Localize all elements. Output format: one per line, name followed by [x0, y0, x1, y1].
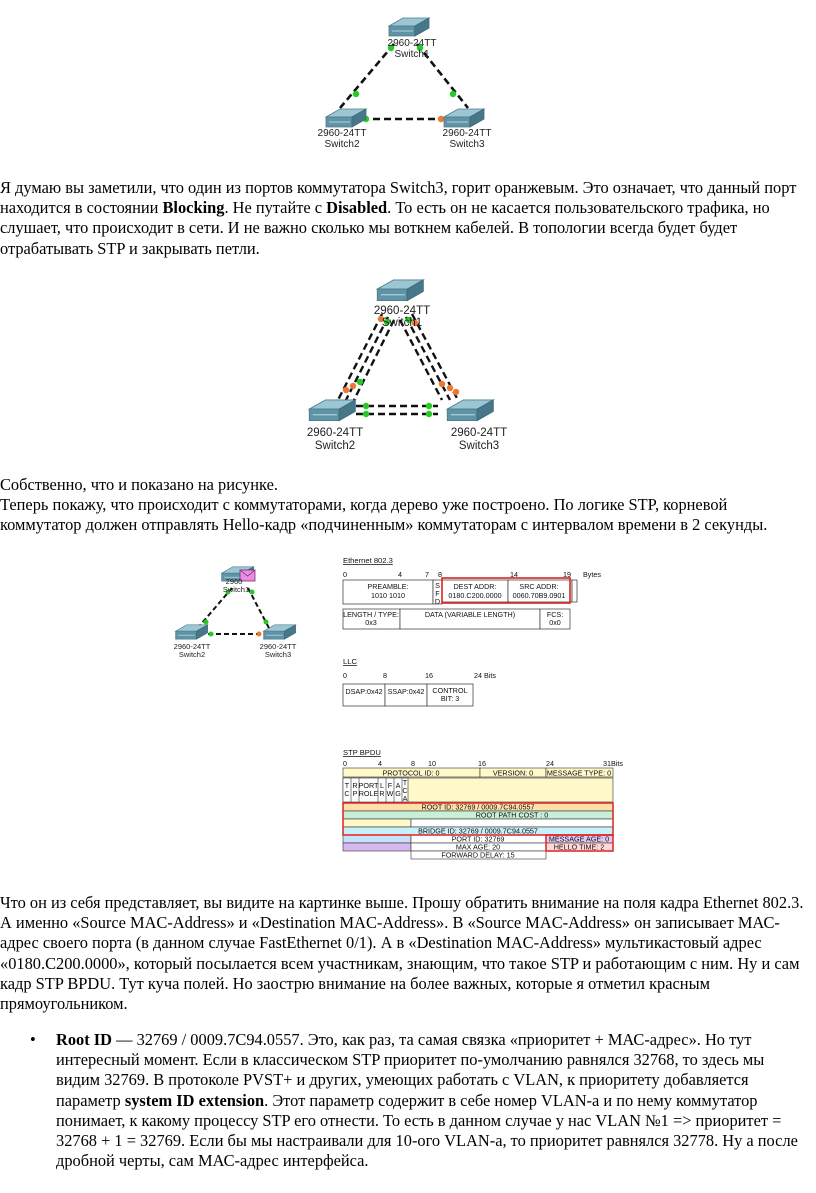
topology-diagram-1 — [300, 8, 510, 153]
svg-text:14: 14 — [510, 570, 518, 579]
switch-icon — [377, 280, 423, 301]
svg-text:G: G — [395, 789, 401, 798]
topology-diagram-3 — [170, 560, 310, 660]
length-type-value: 0x3 — [365, 618, 377, 627]
preamble-label: PREAMBLE: — [367, 582, 409, 591]
list-item — [0, 1030, 812, 1171]
switch-name-label: Switch3 — [449, 139, 485, 150]
switch-model-label: 2960-24TT — [442, 128, 492, 139]
bpdu-ruler — [343, 759, 623, 768]
svg-text:P: P — [352, 789, 358, 798]
switch-name-label: Switch3 — [458, 440, 500, 452]
svg-text:16: 16 — [425, 671, 433, 680]
triple-links — [338, 314, 458, 414]
svg-text:24 Bits: 24 Bits — [474, 671, 496, 680]
port-indicator-blocking — [447, 385, 453, 391]
text: — 32769 / 0009.7C94.0557. Это, как раз, та самая связка «приоритет + МАС-адрес». Но тут интересный момент. Если в классическом STP приоритет по-умолчанию равнялся 32768, то здесь мы видим 32769. В протоколе PVST+ и других, умеющих работать с VLAN, к приоритету добавляется параметр — [56, 1030, 765, 1110]
switch-model-label: 2960-24TT — [317, 128, 367, 139]
svg-text:4: 4 — [378, 759, 382, 768]
svg-text:19: 19 — [563, 570, 571, 579]
svg-text:8: 8 — [438, 570, 442, 579]
switch-name-label: Switch3 — [264, 650, 292, 659]
fcs-label: FCS: — [546, 610, 564, 619]
sfd-label: D — [434, 597, 441, 606]
port-indicator-forwarding — [209, 632, 214, 637]
svg-text:0: 0 — [343, 671, 347, 680]
svg-text:16: 16 — [478, 759, 486, 768]
svg-text:T: T — [402, 778, 408, 787]
svg-text:T: T — [344, 781, 350, 790]
svg-text:R: R — [379, 789, 385, 798]
preamble-value: 1010 1010 — [371, 591, 405, 600]
switch-icon — [309, 400, 355, 421]
text: Я думаю вы заметили, что один из портов коммутатора Switch3, горит оранжевым. Это означает, что данный порт находится в состоянии — [0, 178, 797, 218]
port-indicator-forwarding — [426, 403, 432, 409]
svg-text:0: 0 — [343, 570, 347, 579]
root-path-cost: ROOT PATH COST : 0 — [475, 810, 549, 820]
bold-term: Blocking — [162, 198, 225, 218]
port-indicator-blocking — [438, 116, 444, 122]
forward-delay: FORWARD DELAY: 15 — [441, 850, 515, 860]
llc-ruler — [343, 671, 496, 680]
protocol-id: PROTOCOL ID: 0 — [382, 768, 440, 778]
dsap-label: DSAP:0x42 — [345, 687, 383, 696]
link-sw1-sw2 — [340, 44, 394, 108]
svg-text:31Bits: 31Bits — [603, 759, 623, 768]
switch-name-label: Switch2 — [324, 139, 360, 150]
max-age: MAX AGE: 20 — [455, 842, 501, 852]
bridge-id: BRIDGE ID: 32769 / 0009.7C94.0557 — [418, 826, 538, 836]
svg-text:C: C — [402, 786, 408, 795]
data-label: DATA (VARIABLE LENGTH) — [424, 610, 516, 619]
text: . Не путайте с — [224, 198, 327, 218]
port-indicator-forwarding — [357, 379, 363, 385]
switch-model-label: 2960-24TT — [373, 305, 431, 317]
port-id: PORT ID: 32769 — [451, 834, 505, 844]
port-indicator-blocking — [257, 632, 262, 637]
sfd-label: S — [435, 581, 440, 590]
switch-name-label: Switch2 — [314, 440, 356, 452]
svg-text:Bytes: Bytes — [583, 570, 601, 579]
dest-addr-label: DEST ADDR: — [453, 582, 497, 591]
hello-time: HELLO TIME: 2 — [553, 842, 605, 852]
port-indicator-forwarding — [204, 620, 209, 625]
switch-name-label: Switch2 — [178, 650, 206, 659]
control-label: CONTROL — [432, 686, 468, 695]
paragraph-frame-description: Что он из себя представляет, вы видите на картинке выше. Прошу обратить внимание на поля кадра Ethernet 802.3. А именно «Source MAC-Address» и «Destination MAC-Address». В «Source MAC-Address» он записывает МАС-адрес своего порта (в данном случае FastEthernet 0/1). А в «Destination MAC-Address» мультикастовый адрес «0180.C200.0000», который посылается всем участникам, знающим, что такое STP и работающим с ним. Ну и сам кадр STP BPDU. Тут куча полей. Но заострю внимание на более важных, которые я отметил красным прямоугольником. — [0, 893, 804, 1014]
switch-icon — [389, 18, 429, 36]
port-indicator-forwarding — [250, 590, 255, 595]
paragraph-blocking — [0, 178, 812, 259]
switch-model-label: 2960-24TT — [173, 642, 211, 651]
bullet-marker: • — [30, 1030, 36, 1049]
port-indicator-forwarding — [363, 403, 369, 409]
bullet-list — [0, 1030, 812, 1171]
paragraph-shown: Собственно, что и показано на рисунке. — [0, 475, 278, 494]
text: . Этот параметр содержит в себе номер VLAN-а и по нему коммутатор понимает, к какому процессу STP его отнести. То есть в данном случае у нас VLAN №1 => приоритет = 32768 + 1 = 32769. Если бы мы настраивали для 10-ого VLAN-а, то приоритет равнялся 32778. Ну а после дробной черты, сам МАС-адрес интерфейса. — [56, 1090, 798, 1171]
dest-addr-value: 0180.C200.0000 — [448, 591, 502, 600]
port-indicator-forwarding — [450, 91, 456, 97]
svg-text:8: 8 — [383, 671, 387, 680]
bold-term: Root ID — [56, 1030, 112, 1049]
switch-model-label: 2960 — [225, 577, 243, 586]
svg-text:A: A — [395, 781, 401, 790]
svg-text:10: 10 — [428, 759, 436, 768]
length-type-label: LENGTH / TYPE: — [343, 610, 399, 619]
ethernet-title: Ethernet 802.3 — [343, 556, 393, 565]
port-indicator-blocking — [343, 387, 349, 393]
port-indicator-forwarding — [426, 411, 432, 417]
port-indicator-blocking — [453, 389, 459, 395]
message-type: MESSAGE TYPE: 0 — [546, 768, 612, 778]
sfd-label: F — [435, 589, 440, 598]
src-addr-label: SRC ADDR: — [519, 582, 559, 591]
switch-model-label: 2960-24TT — [450, 427, 508, 439]
switch-icon — [176, 625, 208, 639]
port-indicator-forwarding — [264, 620, 269, 625]
message-age: MESSAGE AGE: 0 — [548, 834, 610, 844]
ssap-label: SSAP:0x42 — [387, 687, 425, 696]
text: . То есть он не касается пользовательского трафика, но слушает, что происходит в сети. И не важно сколько мы воткнем кабелей. В топологии всегда будет будет отрабатывать STP и закрывать петли. — [0, 198, 770, 258]
bpdu-title: STP BPDU — [343, 748, 381, 757]
paragraph-hello: Теперь покажу, что происходит с коммутаторами, когда дерево уже построено. По логике STP, корневой коммутатор должен отправлять Hello-кадр «подчиненным» коммутаторам с интервалом времени в 2 секунды. — [0, 495, 768, 535]
svg-text:7: 7 — [425, 570, 429, 579]
switch-icon — [447, 400, 493, 421]
switch-icon — [444, 109, 484, 127]
switch-model-label: 2960-24TT — [306, 427, 364, 439]
svg-text:24: 24 — [546, 759, 554, 768]
svg-text:8: 8 — [411, 759, 415, 768]
bold-term: Disabled — [326, 198, 388, 218]
switch-name-label: Switch1 — [394, 49, 430, 60]
port-indicator-forwarding — [353, 91, 359, 97]
port-indicator-forwarding — [363, 411, 369, 417]
frame-structures — [340, 552, 630, 870]
port-indicator-blocking — [439, 381, 445, 387]
switch-icon — [326, 109, 366, 127]
svg-text:F: F — [387, 781, 393, 790]
switch-name-label: Switch1 — [222, 585, 250, 594]
svg-text:W: W — [386, 789, 394, 798]
svg-text:ROLE: ROLE — [358, 789, 379, 798]
fcs-value: 0x0 — [549, 618, 561, 627]
switch-model-label: 2960-24TT — [387, 38, 437, 49]
svg-text:PORT: PORT — [358, 781, 379, 790]
control-value: BIT: 3 — [440, 694, 460, 703]
version: VERSION: 0 — [492, 768, 534, 778]
src-addr-value: 0060.70B9.0901 — [512, 591, 566, 600]
topology-diagram-2 — [290, 272, 530, 457]
svg-text:L: L — [380, 781, 384, 790]
svg-text:R: R — [352, 781, 358, 790]
bold-term: system ID extension — [124, 1090, 265, 1110]
switch-model-label: 2960-24TT — [259, 642, 297, 651]
svg-text:C: C — [344, 789, 350, 798]
svg-text:0: 0 — [343, 759, 347, 768]
root-id: ROOT ID: 32769 / 0009.7C94.0557 — [421, 802, 535, 812]
svg-text:4: 4 — [398, 570, 402, 579]
svg-text:A: A — [402, 794, 408, 803]
switch-name-label: Switch1 — [381, 317, 423, 329]
port-indicator-blocking — [350, 383, 356, 389]
llc-title: LLC — [343, 657, 357, 666]
